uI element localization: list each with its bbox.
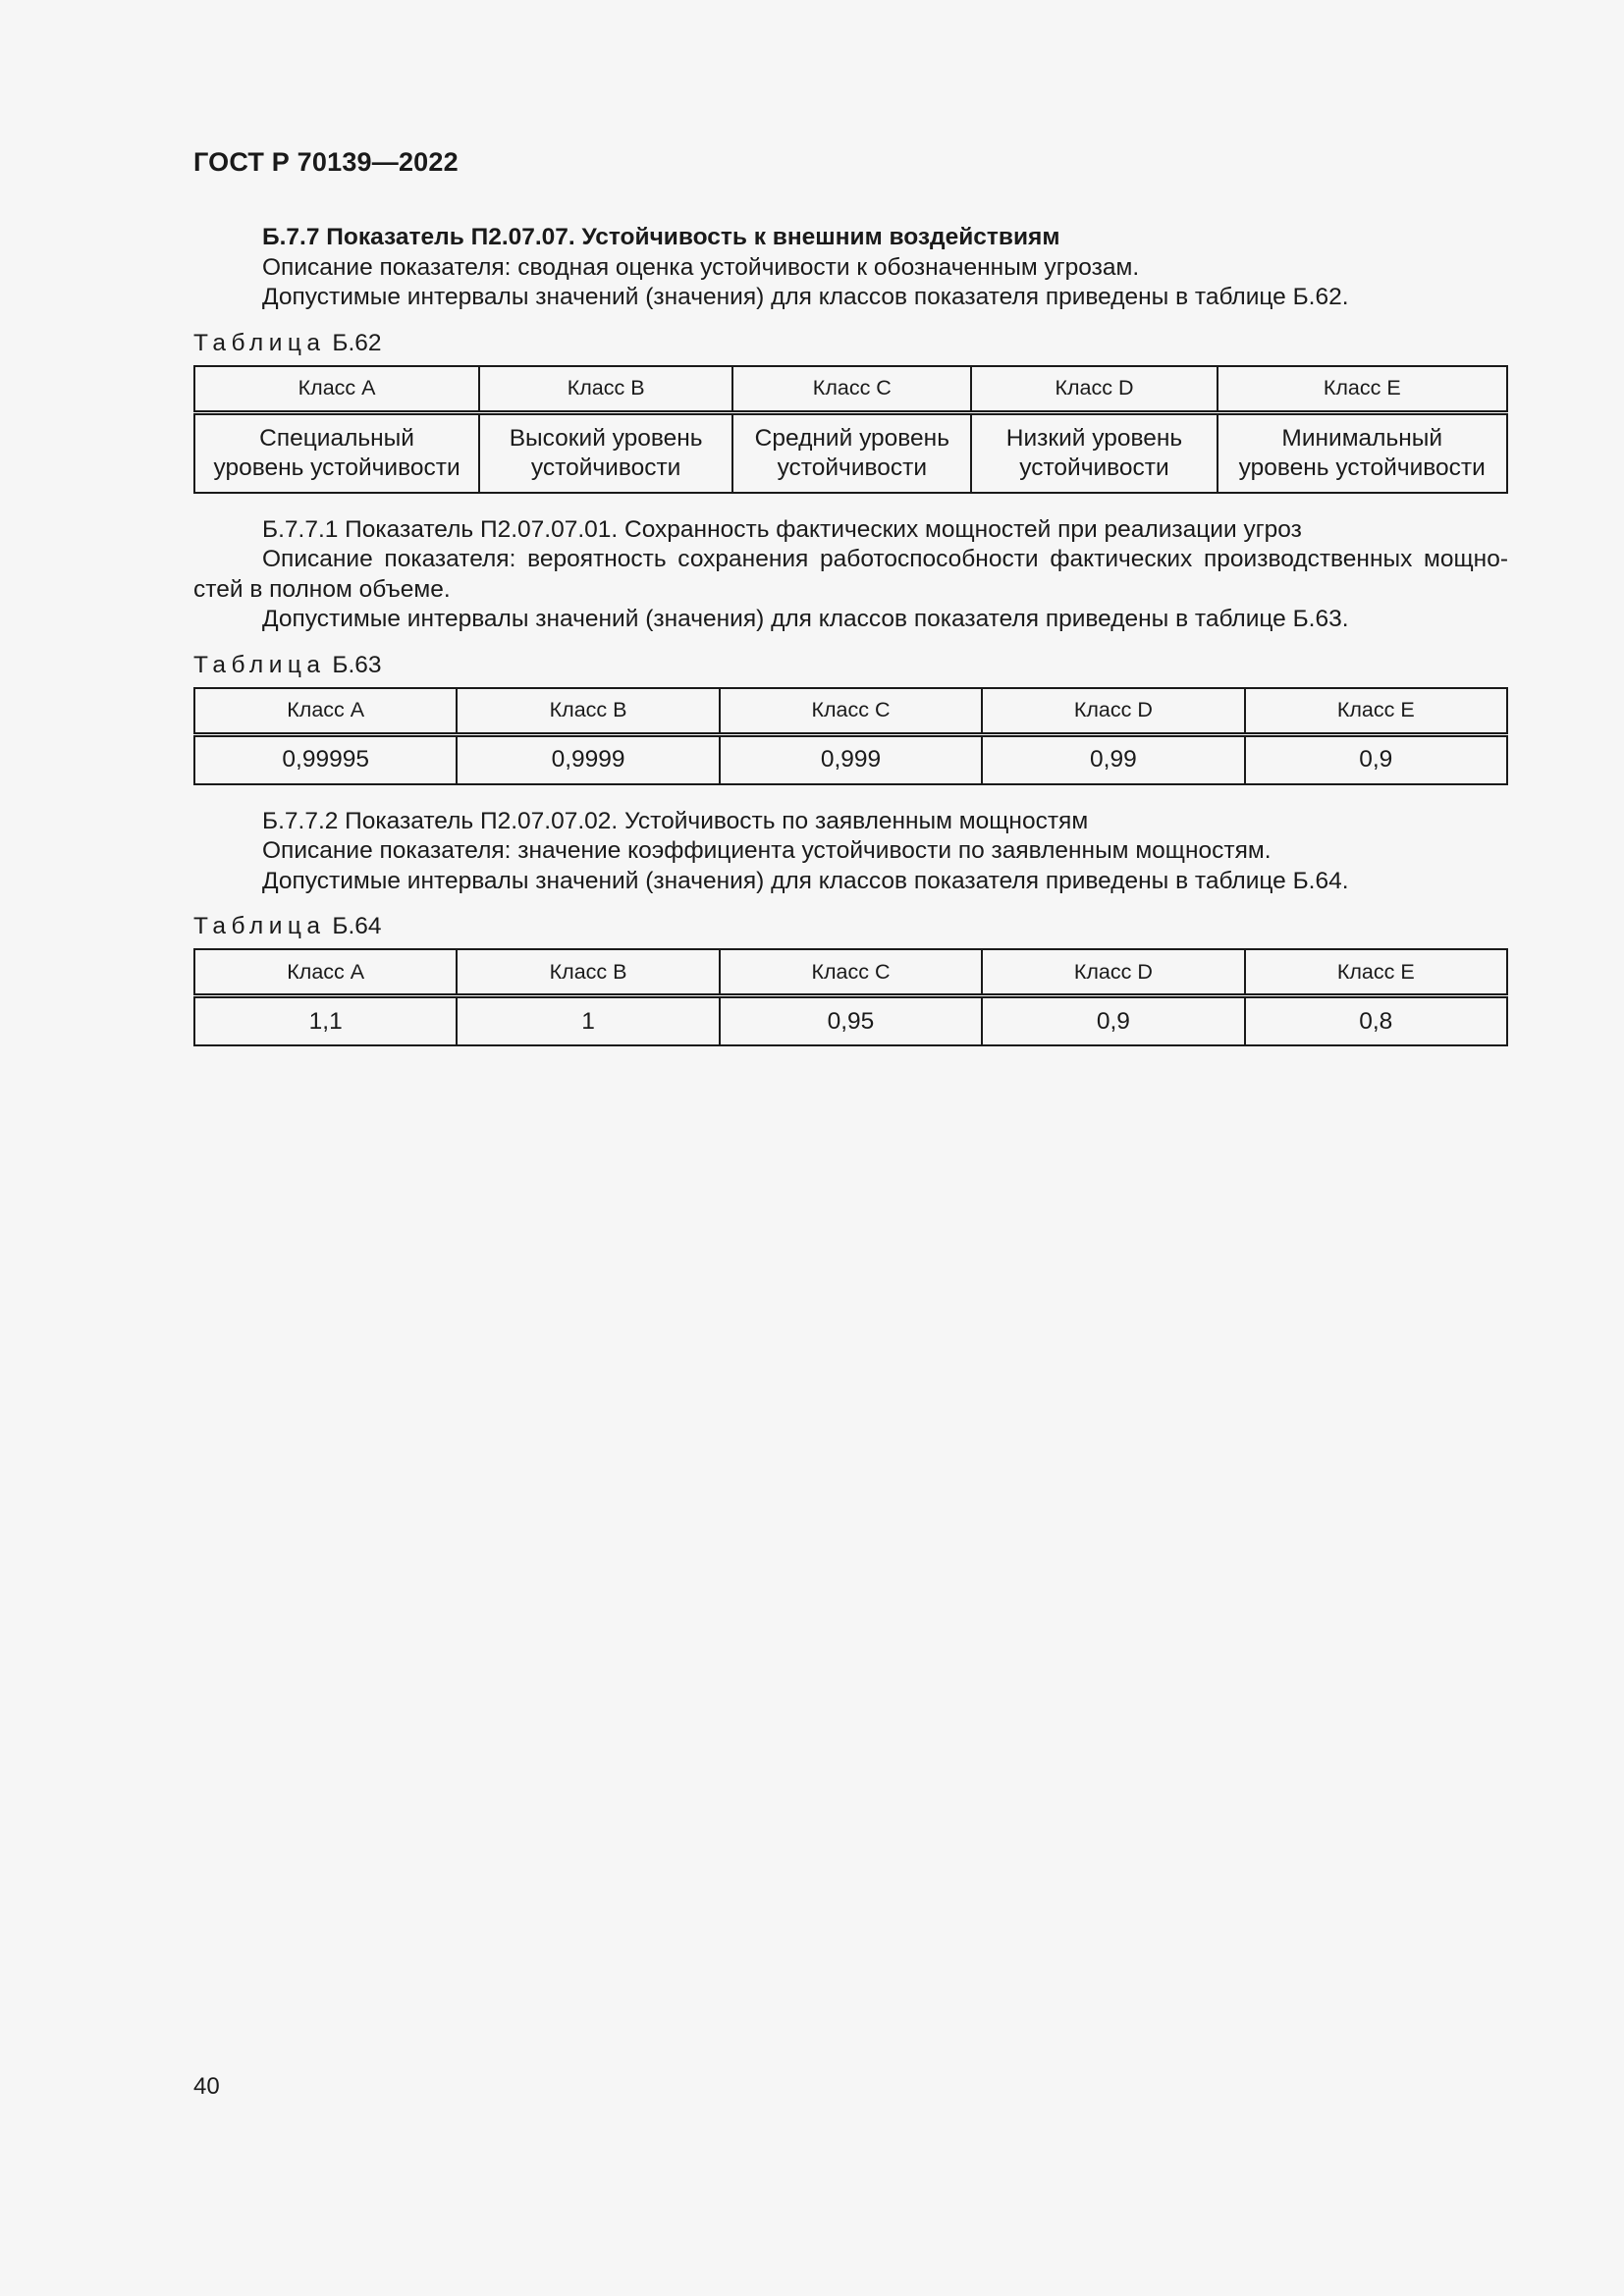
table-cell: 0,999 — [720, 734, 982, 784]
table-caption-number: Б.64 — [332, 913, 382, 939]
table-header-cell: Класс B — [479, 366, 732, 413]
table-cell-line: Низкий уровень — [1005, 424, 1183, 452]
table-cell: 0,9 — [982, 996, 1244, 1046]
table-header-cell: Класс C — [720, 688, 982, 735]
table-cell-line: Средний уровень — [754, 424, 949, 452]
table-caption-word: Таблица — [193, 329, 326, 356]
table-row — [194, 734, 1507, 784]
table-cell-line: Высокий уровень — [509, 424, 703, 452]
table-row — [194, 996, 1507, 1046]
table-cell: 0,9 — [1245, 734, 1507, 784]
table-b63 — [193, 687, 1508, 785]
table-cell: 0,8 — [1245, 996, 1507, 1046]
table-cell — [194, 412, 479, 493]
table-cell: 0,99995 — [282, 746, 369, 773]
table-header-cell: Класс B — [457, 949, 719, 996]
table-cell: 0,99 — [982, 734, 1244, 784]
table-cell — [1218, 412, 1508, 493]
section-heading-b771: Б.7.7.1 Показатель П2.07.07.01. Сохранность фактических мощностей при реализации угроз — [262, 515, 1302, 543]
table-header-row — [194, 366, 1507, 413]
table-caption-number: Б.62 — [332, 329, 382, 356]
section-description-b772: Описание показателя: значение коэффициента устойчивости по заявленным мощностям. — [262, 837, 1272, 864]
table-cell-line: Специальный — [259, 424, 414, 452]
table-caption-b62 — [193, 329, 1508, 358]
table-header-cell: Класс D — [982, 688, 1244, 735]
document-header: ГОСТ Р 70139—2022 — [193, 147, 459, 177]
section-intervals-b771: Допустимые интервалы значений (значения) для классов показателя приведены в таблице Б.63. — [262, 606, 1349, 632]
table-caption-word: Таблица — [193, 651, 326, 678]
table-caption-b63 — [193, 651, 1508, 680]
table-b64 — [193, 948, 1508, 1046]
section-heading-b77: Б.7.7 Показатель П2.07.07. Устойчивость к внешним воздействиям — [262, 224, 1060, 250]
table-header-cell: Класс D — [971, 366, 1217, 413]
table-header-cell: Класс C — [732, 366, 971, 413]
table-caption-b64 — [193, 912, 1508, 941]
table-cell: 0,95 — [720, 996, 982, 1046]
table-header-cell: Класс D — [982, 949, 1244, 996]
table-cell-line: уровень устойчивости — [1238, 454, 1486, 481]
document-body — [193, 223, 1508, 1046]
table-header-cell: Класс A — [194, 366, 479, 413]
table-header-cell: Класс E — [1218, 366, 1508, 413]
section-intervals-b772: Допустимые интервалы значений (значения) для классов показателя приведены в таблице Б.64. — [262, 867, 1349, 894]
table-header-cell: Класс C — [720, 949, 982, 996]
table-cell-line: Минимальный — [1281, 424, 1443, 452]
table-header-row — [194, 688, 1507, 735]
section-heading-b772: Б.7.7.2 Показатель П2.07.07.02. Устойчивость по заявленным мощностям — [262, 807, 1089, 834]
section-description-b77: Описание показателя: сводная оценка устойчивости к обозначенным угрозам. — [262, 253, 1140, 281]
table-header-cell: Класс B — [457, 688, 719, 735]
table-cell: 0,9999 — [457, 734, 719, 784]
table-header-cell: Класс A — [194, 949, 457, 996]
table-header-cell: Класс E — [1245, 688, 1507, 735]
table-header-cell: Класс E — [1245, 949, 1507, 996]
table-cell-line: устойчивости — [530, 454, 681, 481]
table-row — [194, 412, 1507, 493]
section-intervals-b77: Допустимые интервалы значений (значения) для классов показателя приведены в таблице Б.62. — [262, 284, 1349, 310]
table-header-row — [194, 949, 1507, 996]
table-caption-number: Б.63 — [332, 651, 382, 678]
table-header-cell: Класс A — [194, 688, 457, 735]
table-cell-line: устойчивости — [1019, 454, 1169, 481]
page-number: 40 — [193, 2073, 220, 2100]
table-caption-word: Таблица — [193, 913, 326, 939]
table-cell: 1,1 — [308, 1007, 343, 1035]
table-b62 — [193, 365, 1508, 494]
table-cell-line: устойчивости — [777, 454, 928, 481]
table-cell — [732, 412, 971, 493]
table-cell — [971, 412, 1217, 493]
table-cell — [479, 412, 732, 493]
table-cell: 1 — [457, 996, 719, 1046]
table-cell-line: уровень устойчивости — [213, 454, 460, 481]
section-description-b771: Описание показателя: вероятность сохранения работоспособности фактических производственных мощностей в полном объеме. — [193, 546, 1508, 603]
